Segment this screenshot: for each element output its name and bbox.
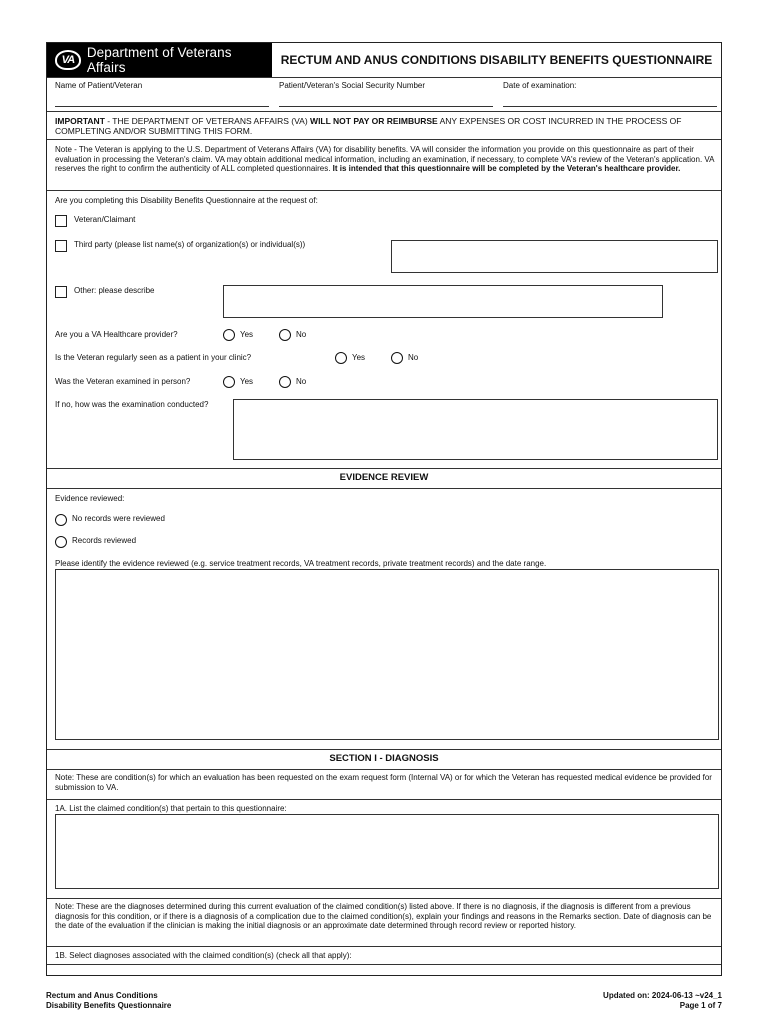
regular-patient-yes-label: Yes — [352, 353, 366, 362]
dbq-form — [46, 42, 722, 976]
in-person-no-radio[interactable] — [279, 376, 291, 388]
divider — [47, 799, 721, 800]
ssn-field[interactable] — [279, 106, 493, 107]
other-label: Other: please describe — [74, 286, 155, 295]
divider — [47, 946, 721, 947]
if-no-question: If no, how was the examination conducted? — [55, 400, 209, 409]
va-provider-yes-radio[interactable] — [223, 329, 235, 341]
veteran-note — [55, 145, 719, 174]
divider — [47, 749, 721, 750]
other-describe-input[interactable] — [223, 285, 663, 318]
department-name: Department of Veterans Affairs — [86, 45, 232, 75]
note-text: Note - The Veteran is applying to the U.S. Department of Veterans Affairs (VA) for disability benefits. VA will consider the information you provide on this questionnaire as part of their evaluation in processing the Veteran's claim. VA may obtain additional medical information, including an examination, if necessary, to complete VA's review of the Veteran's application. VA reserves the right to confirm the authenticity of ALL completed questionnaires. — [55, 145, 715, 174]
footer-version — [603, 991, 722, 1011]
name-label: Name of Patient/Veteran — [55, 81, 143, 90]
diagnosis-section-title: SECTION I - DIAGNOSIS — [329, 753, 439, 764]
third-party-label: Third party (please list name(s) of organization(s) or individual(s)) — [74, 240, 306, 249]
regular-patient-yes-radio[interactable] — [335, 352, 347, 364]
other-checkbox[interactable] — [55, 286, 67, 298]
evidence-identify-input[interactable] — [55, 569, 719, 740]
regular-patient-question: Is the Veteran regularly seen as a patient in your clinic? — [55, 353, 252, 362]
records-reviewed-radio[interactable] — [55, 536, 67, 548]
request-question: Are you completing this Disability Benefits Questionnaire at the request of: — [55, 196, 318, 205]
important-notice — [55, 116, 717, 136]
va-provider-yes-label: Yes — [240, 330, 254, 339]
va-provider-no-radio[interactable] — [279, 329, 291, 341]
evidence-review-title: EVIDENCE REVIEW — [339, 472, 429, 483]
footer-page-number: Page 1 of 7 — [679, 1001, 722, 1010]
diagnosis-note-2: Note: These are the diagnoses determined during this current evaluation of the claimed condition(s) listed above. If there is no diagnosis, if the diagnosis is different from a previous diagnosis for this condition, or if there is a diagnosis of a complication due to the claimed condition(s), explain your findings and reasons in the Remarks section. Date of diagnosis can be the date of the evaluation if the clinician is making the initial diagnosis or an approximate date determined through record review or reported history. — [55, 902, 712, 931]
footer-line-1: Rectum and Anus Conditions — [46, 991, 158, 1000]
va-provider-no-label: No — [296, 330, 307, 339]
no-records-radio[interactable] — [55, 514, 67, 526]
evidence-identify-prompt: Please identify the evidence reviewed (e.g. service treatment records, VA treatment records, private treatment records) and the date range. — [55, 559, 547, 568]
ssn-label: Patient/Veteran's Social Security Number — [279, 81, 426, 90]
veteran-claimant-label: Veteran/Claimant — [74, 215, 136, 224]
in-person-yes-radio[interactable] — [223, 376, 235, 388]
va-header-logo — [47, 43, 272, 77]
exam-method-input[interactable] — [233, 399, 718, 460]
important-prefix: IMPORTANT — [55, 116, 105, 126]
note-bold: It is intended that this questionnaire will be completed by the Veteran's healthcare provider. — [332, 164, 681, 174]
divider — [47, 77, 721, 78]
q1a-label: 1A. List the claimed condition(s) that pertain to this questionnaire: — [55, 804, 287, 813]
footer-form-name — [46, 991, 171, 1011]
divider — [47, 190, 721, 191]
form-title: RECTUM AND ANUS CONDITIONS DISABILITY BENEFITS QUESTIONNAIRE — [280, 53, 713, 67]
divider — [47, 964, 721, 965]
va-seal-text: VA — [61, 54, 75, 66]
in-person-yes-label: Yes — [240, 377, 254, 386]
records-reviewed-label: Records reviewed — [72, 536, 137, 545]
divider — [47, 468, 721, 469]
no-records-label: No records were reviewed — [72, 514, 165, 523]
veteran-claimant-checkbox[interactable] — [55, 215, 67, 227]
divider — [47, 488, 721, 489]
important-text-2: ANY EXPENSES OR COST INCURRED IN THE PROCESS OF COMPLETING AND/OR SUBMITTING THIS FORM. — [55, 116, 682, 136]
in-person-no-label: No — [296, 377, 307, 386]
footer-updated: Updated on: 2024-06-13 ~v24_1 — [603, 991, 722, 1000]
q1b-label: 1B. Select diagnoses associated with the claimed condition(s) (check all that apply): — [55, 951, 352, 960]
va-provider-question: Are you a VA Healthcare provider? — [55, 330, 178, 339]
va-seal-icon — [55, 50, 81, 70]
divider — [47, 111, 721, 112]
divider — [47, 139, 721, 140]
divider — [47, 769, 721, 770]
regular-patient-no-radio[interactable] — [391, 352, 403, 364]
exam-date-field[interactable] — [503, 106, 717, 107]
important-text-1: - THE DEPARTMENT OF VETERANS AFFAIRS (VA) — [104, 116, 311, 126]
name-field[interactable] — [55, 106, 269, 107]
divider — [47, 898, 721, 899]
important-bold: WILL NOT PAY OR REIMBURSE — [310, 116, 438, 126]
footer-line-2: Disability Benefits Questionnaire — [46, 1001, 172, 1010]
third-party-input[interactable] — [391, 240, 718, 273]
diagnosis-note-1: Note: These are condition(s) for which an evaluation has been requested on the exam request form (Internal VA) or for which the Veteran has requested medical evidence be provided for submission to VA. — [55, 773, 712, 792]
exam-date-label: Date of examination: — [503, 81, 577, 90]
in-person-question: Was the Veteran examined in person? — [55, 377, 191, 386]
claimed-conditions-input[interactable] — [55, 814, 719, 889]
regular-patient-no-label: No — [408, 353, 419, 362]
third-party-checkbox[interactable] — [55, 240, 67, 252]
evidence-reviewed-label: Evidence reviewed: — [55, 494, 125, 503]
